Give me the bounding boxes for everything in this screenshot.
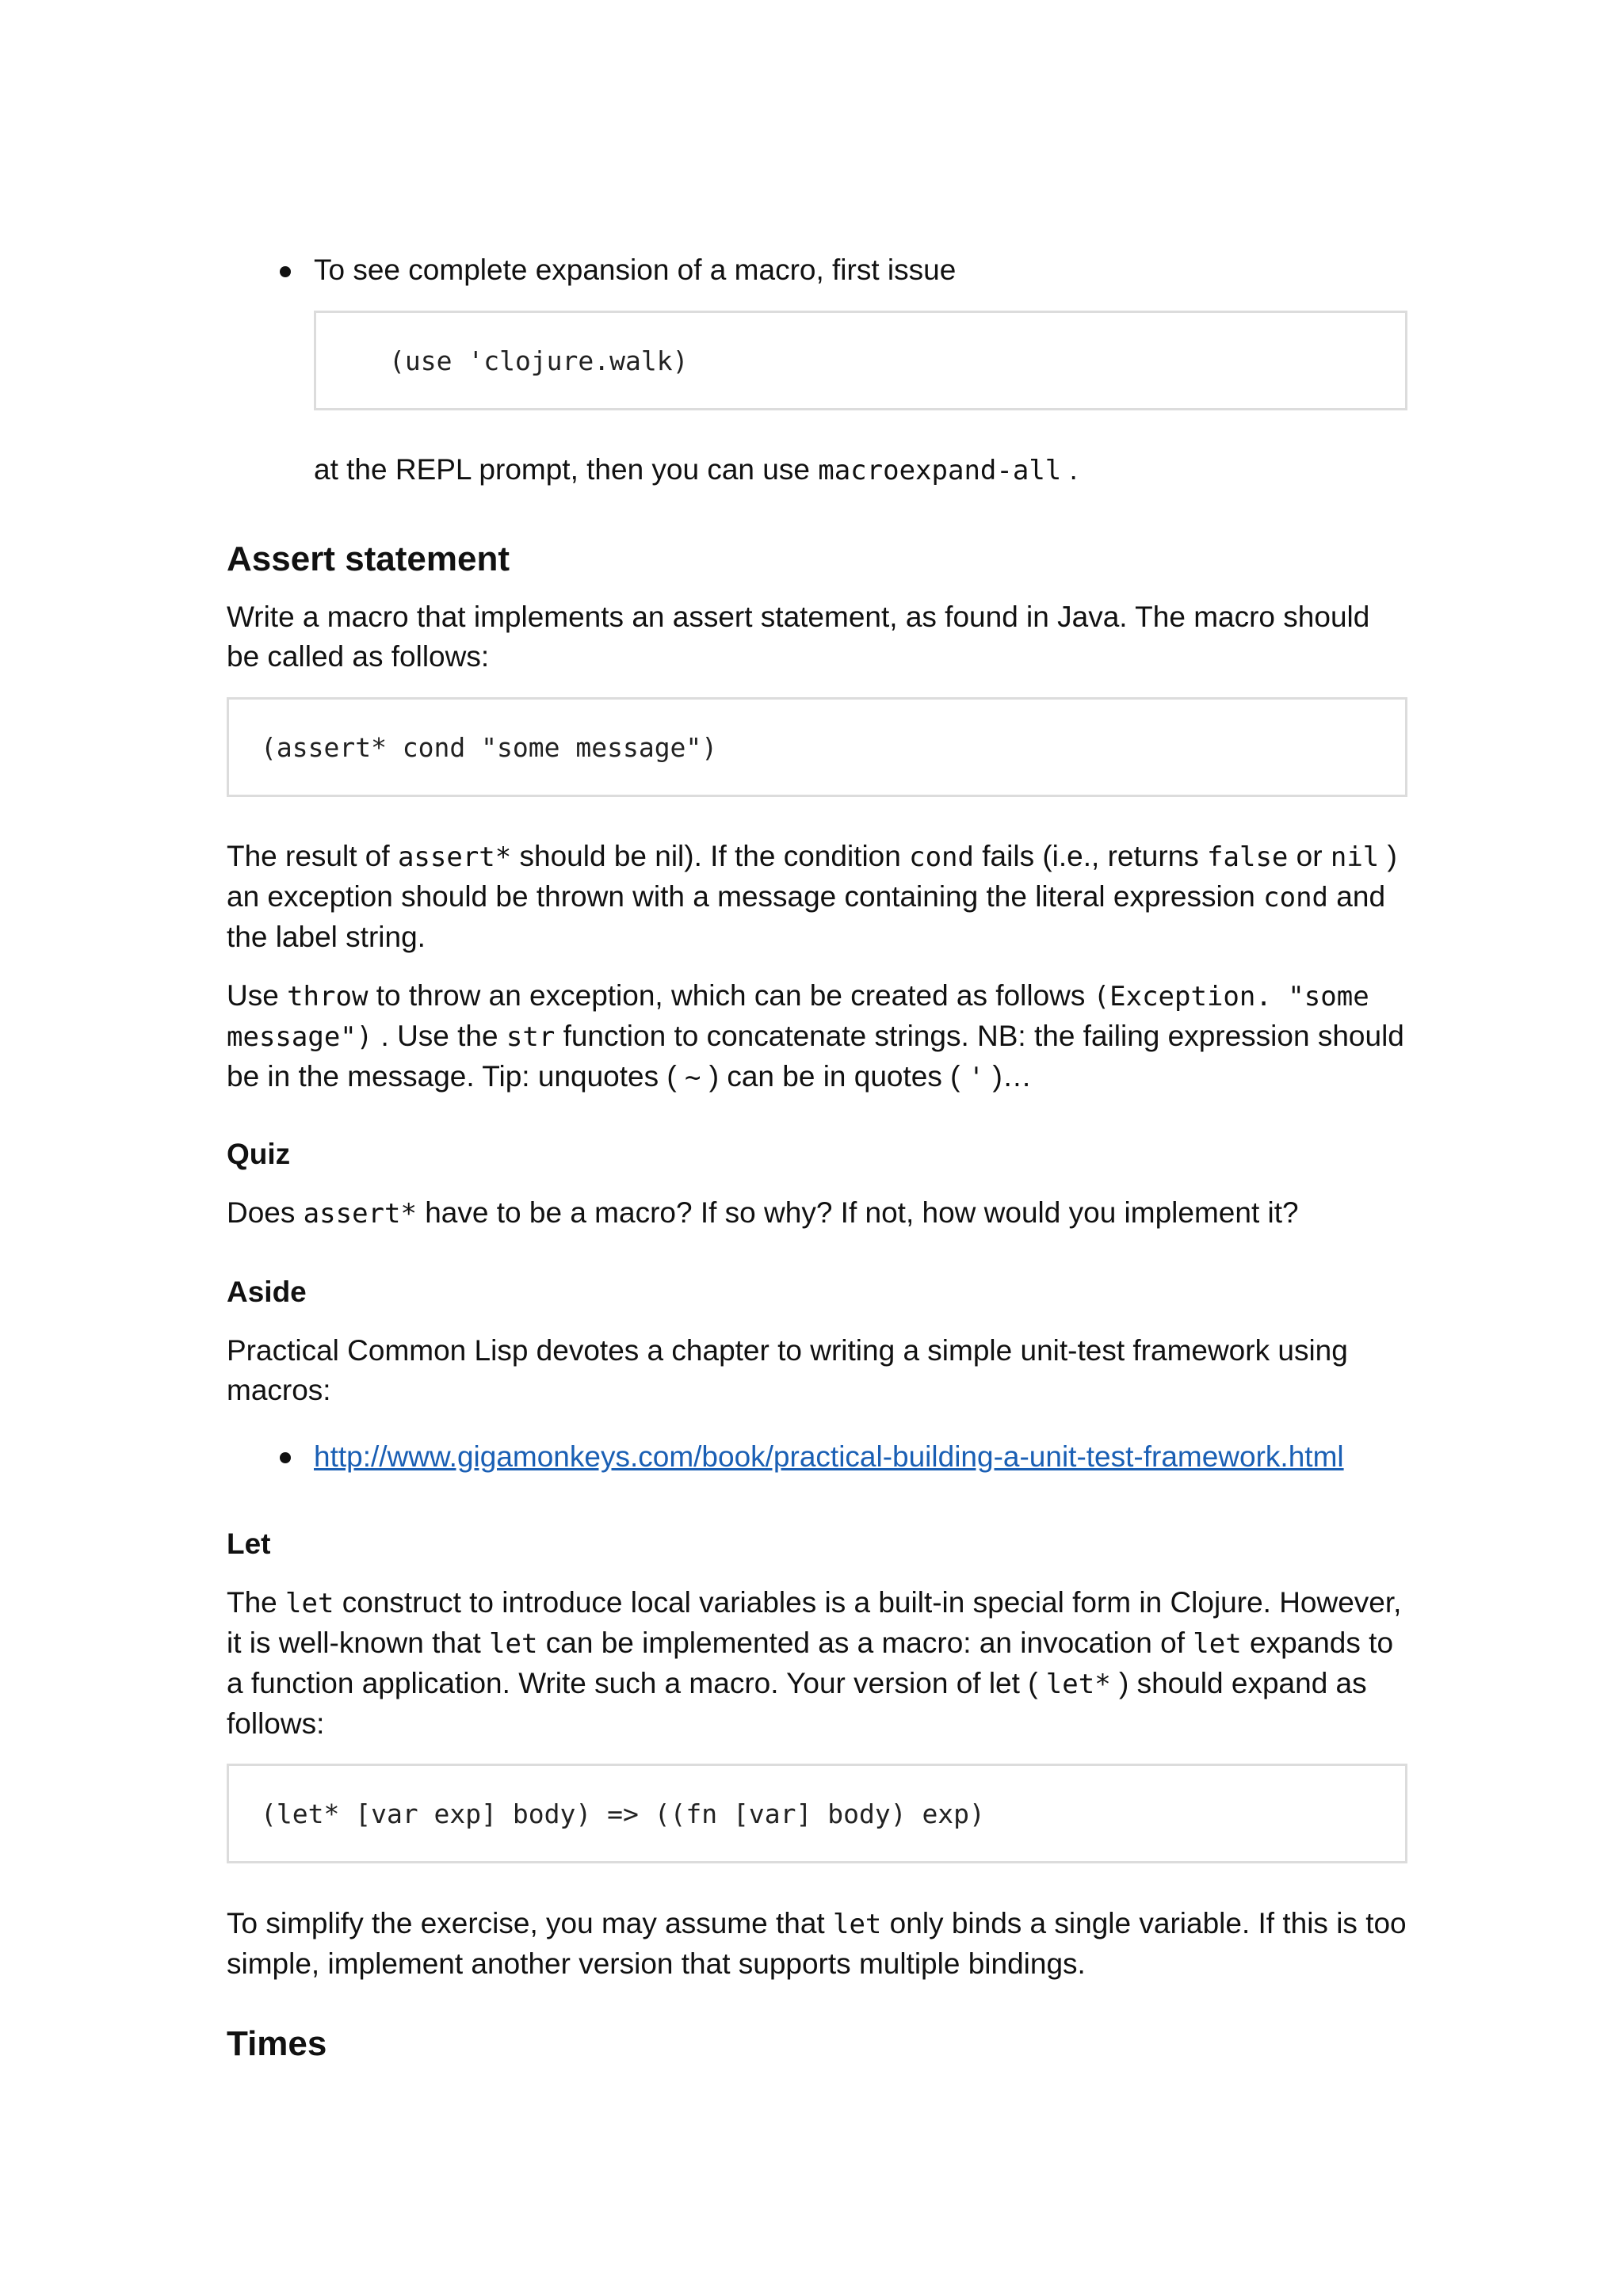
heading-aside: Aside (227, 1276, 307, 1308)
let-simplify-paragraph: To simplify the exercise, you may assume that let only binds a single variable. If this is too simple, implement another version that supports multiple bindings. (227, 1907, 1407, 1980)
inline-code: let* (1045, 1669, 1111, 1700)
inline-code: str (506, 1021, 556, 1053)
assert-result-paragraph: The result of assert* should be nil). If the condition cond fails (i.e., returns false or nil ) an exception should be thrown with a message containing the literal expression cond and the label string. (227, 840, 1397, 953)
inline-code: cond (909, 841, 974, 873)
bullet-marker (280, 1452, 291, 1463)
inline-code: (Exception. "some message") (227, 981, 1369, 1053)
inline-code: macroexpand-all (818, 455, 1062, 486)
heading-quiz: Quiz (227, 1138, 291, 1170)
inline-code: ' (968, 1062, 985, 1093)
let-paragraph: The let construct to introduce local variables is a built-in special form in Clojure. However, it is well-known that let can be implemented as a macro: an invocation of let expands to a function application. Write such a macro. Your version of let ( let* ) should expand as follows: (227, 1586, 1402, 1740)
inline-code: let (1193, 1628, 1242, 1660)
bullet-marker (280, 266, 291, 277)
inline-code: throw (287, 981, 369, 1013)
heading-assert-statement: Assert statement (227, 540, 510, 578)
inline-code: nil (1330, 841, 1380, 873)
aside-link-item (314, 1437, 1407, 1477)
heading-let: Let (227, 1527, 271, 1560)
heading-times: Times (227, 2024, 327, 2063)
inline-code: assert* (397, 841, 512, 873)
code-block-let (227, 1764, 1407, 1863)
inline-code: let (489, 1628, 538, 1660)
inline-code: let (285, 1588, 334, 1619)
quiz-paragraph: Does assert* have to be a macro? If so why? If not, how would you implement it? (227, 1196, 1299, 1230)
assert-intro: Write a macro that implements an assert statement, as found in Java. The macro should be called as follows: (227, 601, 1370, 673)
gigamonkeys-link[interactable]: http://www.gigamonkeys.com/book/practical-building-a-unit-test-framework.html (314, 1440, 1344, 1473)
intro-after-text: at the REPL prompt, then you can use macroexpand-all . (314, 453, 1078, 486)
assert-throw-paragraph: Use throw to throw an exception, which can be created as follows (Exception. "some message") . Use the str function to concatenate strings. NB: the failing expression should be in the message. Tip: unquotes ( ~ ) can be in quotes ( ' )… (227, 979, 1404, 1093)
code-text: (let* [var exp] body) => ((fn [var] body) exp) (261, 1798, 985, 1829)
code-block-use-walk (314, 311, 1407, 410)
aside-paragraph: Practical Common Lisp devotes a chapter to writing a simple unit-test framework using macros: (227, 1334, 1348, 1406)
inline-code: false (1207, 841, 1289, 873)
inline-code: ~ (684, 1062, 701, 1093)
inline-code: let (832, 1909, 882, 1940)
inline-code: cond (1263, 882, 1329, 913)
code-block-assert (227, 697, 1407, 797)
code-text: (assert* cond "some message") (261, 731, 718, 763)
intro-bullet-text: To see complete expansion of a macro, first issue (314, 254, 957, 286)
inline-code: assert* (303, 1198, 417, 1230)
code-text: (use 'clojure.walk) (389, 345, 689, 376)
